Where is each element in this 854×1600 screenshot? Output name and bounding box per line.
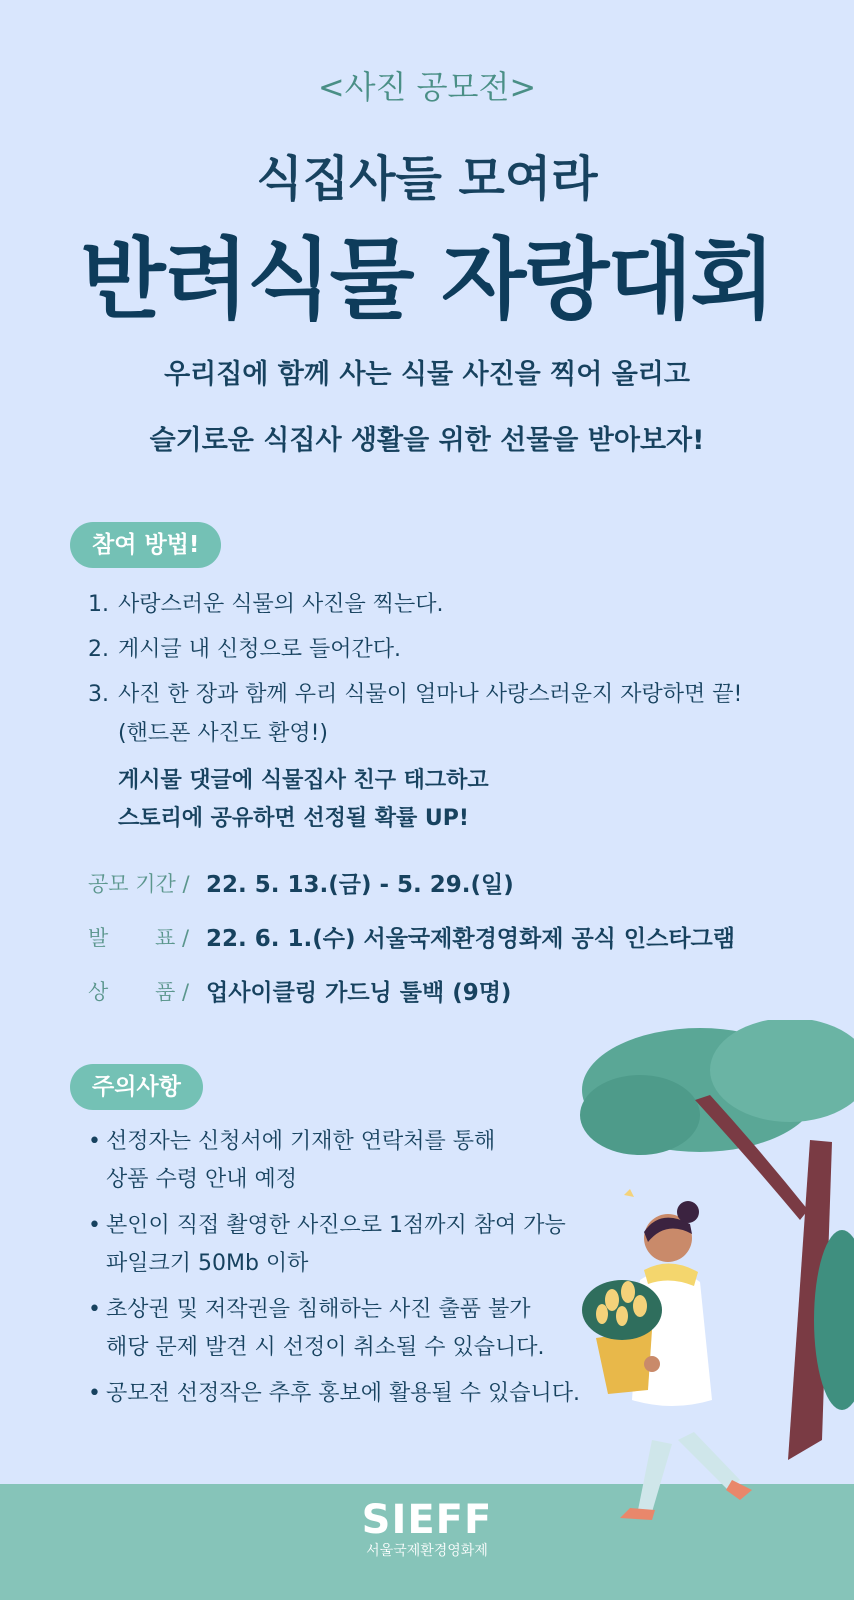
bullet: • (88, 1129, 101, 1154)
bullet: • (88, 1381, 101, 1406)
step-number: 2. (88, 637, 109, 662)
intro-line-2: 슬기로운 식집사 생활을 위한 선물을 받아보자! (149, 425, 705, 456)
step-text: 게시글 내 신청으로 들어간다. (118, 637, 401, 662)
logo-subtitle: 서울국제환경영화제 (366, 1543, 488, 1559)
list-item-continuation: 상품 수령 안내 예정 (106, 1167, 297, 1192)
step-number: 1. (88, 592, 109, 617)
list-item: • 초상권 및 저작권을 침해하는 사진 출품 불가 (88, 1297, 531, 1322)
info-value: 업사이클링 가드닝 툴백 (9명) (206, 980, 512, 1006)
list-item: • 선정자는 신청서에 기재한 연락처를 통해 (88, 1129, 496, 1154)
list-item (88, 632, 401, 663)
tip-line-2: 스토리에 공유하면 선정될 확률 UP! (118, 806, 469, 831)
info-value: 22. 5. 13.(금) - 5. 29.(일) (206, 872, 514, 898)
sieff-logo (352, 1498, 502, 1560)
step-number: 3. (88, 682, 109, 707)
list-item (88, 587, 444, 618)
bullet: • (88, 1297, 101, 1322)
list-item-continuation: 파일크기 50Mb 이하 (106, 1251, 309, 1276)
info-label: 공모 기간 / (88, 872, 190, 896)
bullet: • (88, 1213, 101, 1238)
info-row-announce: 발 표 / 22. 6. 1.(수) 서울국제환경영화제 공식 인스타그램 (88, 920, 828, 950)
how-to-heading-badge: 참여 방법! (70, 522, 221, 568)
list-item (88, 677, 742, 708)
kicker-text: <사진 공모전> (317, 68, 537, 106)
step-text: 사랑스러운 식물의 사진을 찍는다. (118, 592, 444, 617)
butterfly-icon (624, 1189, 634, 1197)
woman-with-plant-illustration (560, 1020, 854, 1600)
info-row-prize: 상 품 / 업사이클링 가드닝 툴백 (9명) (88, 974, 828, 1004)
intro-line-1: 우리집에 함께 사는 식물 사진을 찍어 올리고 (164, 359, 690, 390)
notice-heading-badge: 주의사항 (70, 1064, 203, 1110)
step-note: (핸드폰 사진도 환영!) (118, 721, 328, 746)
list-item-continuation: 해당 문제 발견 시 선정이 취소될 수 있습니다. (106, 1335, 545, 1360)
info-row-period (88, 866, 828, 896)
page-title: 반려식물 자랑대회 (80, 228, 774, 331)
list-item: • 공모전 선정작은 추후 홍보에 활용될 수 있습니다. (88, 1381, 580, 1406)
logo-name: SIEFF (361, 1497, 493, 1543)
info-value: 22. 6. 1.(수) 서울국제환경영화제 공식 인스타그램 (206, 926, 735, 952)
title-line-1: 식집사들 모여라 (256, 151, 598, 207)
step-text: 사진 한 장과 함께 우리 식물이 얼마나 사랑스러운지 자랑하면 끝! (118, 682, 743, 707)
tip-line-1: 게시물 댓글에 식물집사 친구 태그하고 (118, 768, 489, 793)
list-item: • 본인이 직접 촬영한 사진으로 1점까지 참여 가능 (88, 1213, 566, 1238)
